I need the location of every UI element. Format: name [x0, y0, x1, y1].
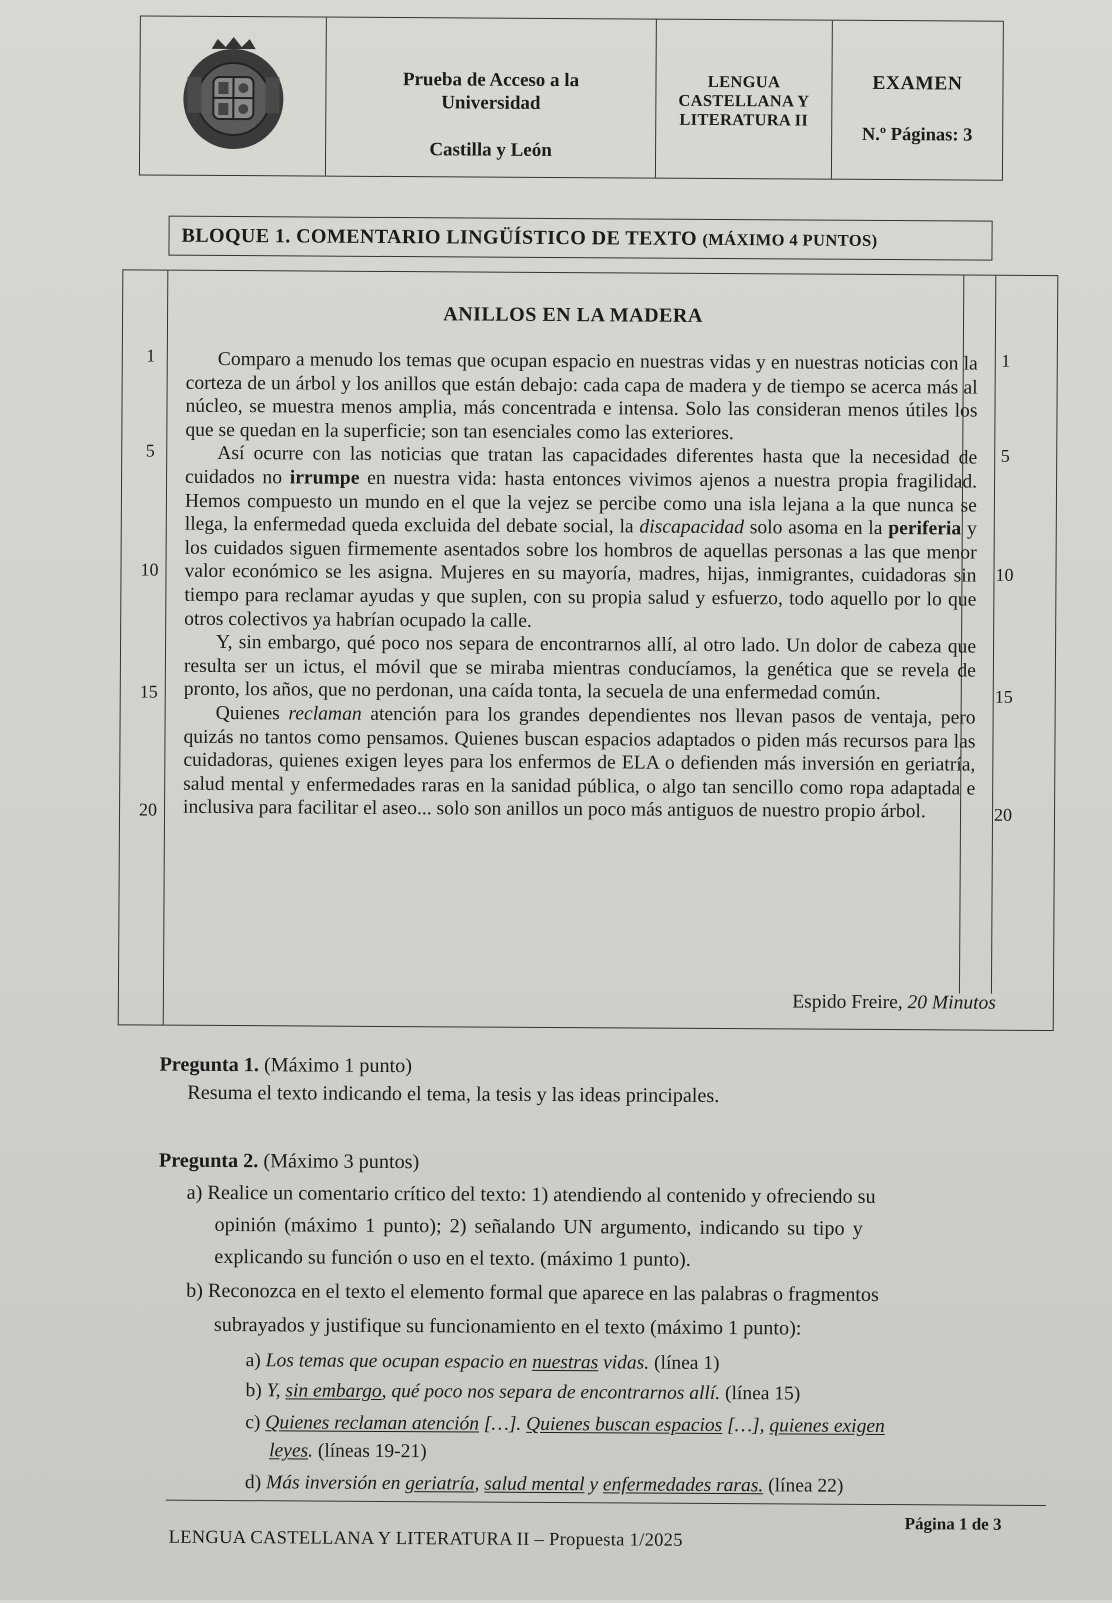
subitem-b: b) Y, sin embargo, qué poco nos separa de encontrarnos allí. (línea 15)	[245, 1378, 800, 1407]
pau-line-1: Prueba de Acceso a la	[326, 68, 655, 93]
question-2a-line-3: explicando su función o uso en el texto. (máximo 1 punto).	[214, 1244, 691, 1273]
line-number-5: 5	[135, 440, 165, 461]
word-irrumpe: irrumpe	[290, 467, 360, 488]
author-name: Espido Freire,	[792, 991, 907, 1013]
pau-line-2: Universidad	[326, 91, 655, 116]
line-number-right-5: 5	[987, 446, 1023, 467]
line-number-right-15: 15	[986, 687, 1022, 708]
footer-rule	[166, 1500, 1046, 1506]
bloque-heading	[168, 216, 992, 261]
exam-header-table	[139, 15, 1004, 180]
subject-line-1: LENGUA	[656, 72, 831, 92]
question-2a-line-2: opinión (máximo 1 punto); 2) señalando UN argumento, indicando su tipo y	[214, 1212, 862, 1242]
bloque-points-note: (MÁXIMO 4 PUNTOS)	[702, 230, 877, 250]
bloque-title: BLOQUE 1. COMENTARIO LINGÜÍSTICO DE TEXTO	[181, 225, 697, 250]
question-1-text: Resuma el texto indicando el tema, la tesis y las ideas principales.	[187, 1080, 719, 1109]
line-number-right-1: 1	[988, 351, 1024, 372]
question-2b-line-2: subrayados y justifique su funcionamiento en el texto (máximo 1 punto):	[214, 1312, 802, 1342]
line-number-10: 10	[134, 559, 164, 580]
left-margin-divider	[163, 271, 169, 1025]
article-body	[183, 348, 978, 825]
word-periferia: periferia	[888, 518, 961, 539]
footer-subject: LENGUA CASTELLANA Y LITERATURA II – Propuesta 1/2025	[169, 1528, 683, 1552]
paragraph-2: Así ocurre con las noticias que tratan las capacidades diferentes hasta que la necesidad de cuidados no irrumpe en nuestra vida: hasta entonces vivimos ajenos a nuestra propia fragilidad. Hemos compuesto un mundo en el que la vejez se percibe como una isla lejana a la que nunca se llega, la enfermedad queda excluida del debate social, la discapacidad solo asoma en la periferia y los cuidados siguen firmemente asentados sobre los hombros de aquellas personas a las que menor valor económico se les asigna. Mujeres en su mayoría, madres, hijas, inmigrantes, cuidadoras sin tiempo para reclamar ayudas y que suplen, con su propia salud y esfuerzo, todo aquello por lo que otros colectivos ya habrían ocupado la calle.	[184, 442, 977, 636]
line-number-right-20: 20	[985, 805, 1021, 826]
right-margin-divider-2	[991, 276, 996, 994]
pau-title-cell	[326, 18, 657, 178]
line-number-right-10: 10	[986, 565, 1022, 586]
paragraph-3: Y, sin embargo, qué poco nos separa de encontrarnos allí, al otro lado. Un dolor de cabeza que resulta ser un ictus, el móvil que se miraba mientras conducíamos, la genética que se revela de pronto, los años, que no perdonan, una caída tonta, la secuela de una enfermedad común.	[184, 631, 976, 707]
exam-cell	[832, 21, 1003, 180]
pau-region: Castilla y León	[326, 138, 655, 163]
line-number-20: 20	[133, 799, 163, 820]
subitem-d: d) Más inversión en geriatría, salud mental y enfermedades raras. (línea 22)	[245, 1470, 844, 1500]
question-2-heading: Pregunta 2. (Máximo 3 puntos)	[159, 1148, 420, 1176]
word-reclaman: reclaman	[288, 703, 361, 724]
word-discapacidad: discapacidad	[639, 517, 744, 539]
universities-seal-icon	[173, 37, 294, 156]
questions-section	[160, 1052, 1020, 1057]
university-logo-cell	[140, 16, 327, 175]
subitem-a: a) Los temas que ocupan espacio en nuestras vidas. (línea 1)	[246, 1348, 720, 1377]
exam-label: EXAMEN	[832, 73, 1002, 96]
line-number-1: 1	[136, 345, 166, 366]
source-name: 20 Minutos	[908, 992, 996, 1014]
subitem-c-continued: leyes. (líneas 19-21)	[269, 1438, 427, 1465]
subject-line-3: LITERATURA II	[656, 110, 831, 130]
question-1-heading: Pregunta 1. (Máximo 1 punto)	[159, 1052, 412, 1080]
subitem-c: c) Quienes reclaman atención […]. Quienes buscan espacios […], quienes exigen	[245, 1410, 885, 1440]
paragraph-1: Comparo a menudo los temas que ocupan espacio en nuestras vidas y en nuestras noticias con la corteza de un árbol y los anillos que están debajo: cada capa de madera y de tiempo se acerca más al núcleo, se muestra menos amplia, más concentrada e intensa. Solo las consideran menos útiles los que se quedan en la superficie; son tan esenciales como las exteriores.	[185, 348, 978, 447]
page-count-label: N.º Páginas: 3	[832, 125, 1002, 147]
subject-line-2: CASTELLANA Y	[656, 91, 831, 111]
footer-page-number: Página 1 de 3	[905, 1514, 1002, 1535]
question-2b-line-1: b) Reconozca en el texto el elemento formal que aparece en las palabras o fragmentos	[186, 1278, 879, 1308]
line-number-15: 15	[134, 681, 164, 702]
question-2a-line-1: a) Realice un comentario crítico del texto: 1) atendiendo al contenido y ofreciendo su	[187, 1180, 876, 1210]
paragraph-4: Quienes reclaman atención para los grandes dependientes nos llevan pasos de ventaja, pero quizás no tantos como pensamos. Quienes buscan espacios adaptados o piden más recursos para las cuidadoras, quienes exigen leyes para los enfermos de ELA o defienden más inversión en geriatría, salud mental y enfermedades raras en la sanidad pública, o algo tan sencillo como ropa adaptada e inclusiva para facilitar el aseo... solo son anillos un poco más antiguos de nuestro propio árbol.	[183, 702, 976, 825]
text-title: ANILLOS EN LA MADERA	[173, 302, 973, 330]
subject-cell	[656, 20, 833, 179]
author-credit	[792, 991, 996, 1014]
